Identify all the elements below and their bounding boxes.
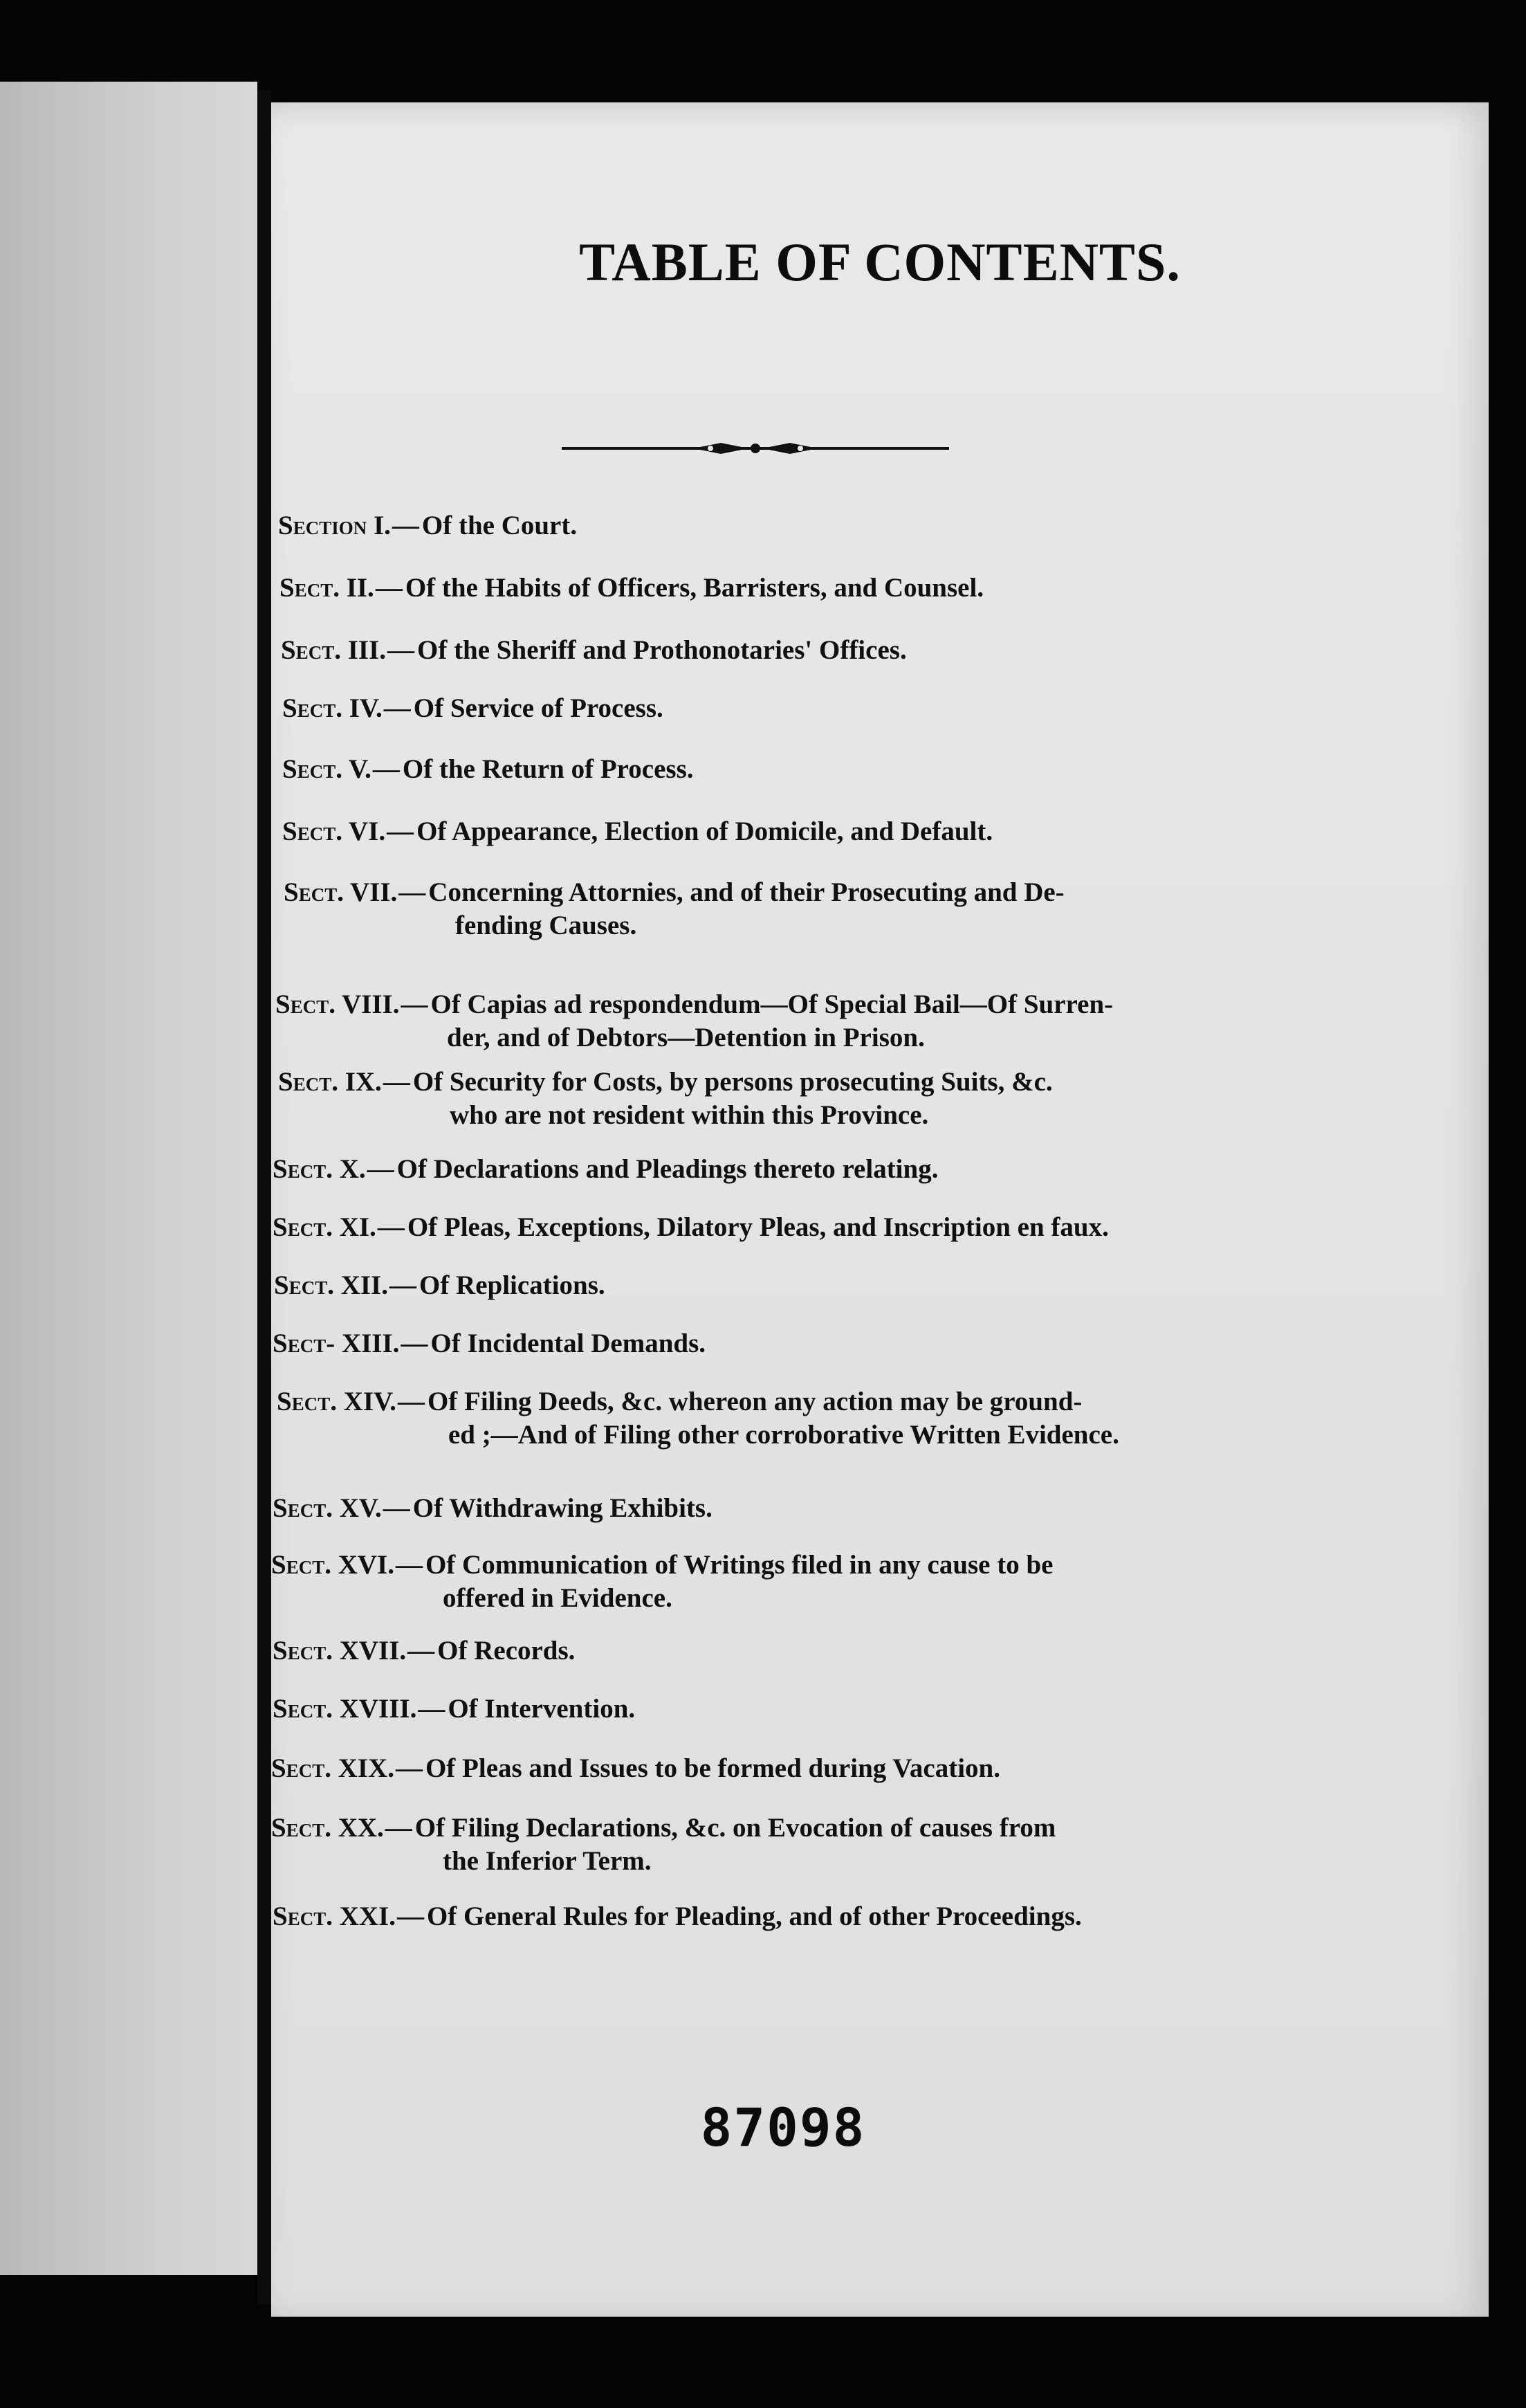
section-title: Of Filing Declarations, &c. on Evocation of causes from bbox=[414, 1813, 1056, 1843]
section-dash: — bbox=[395, 1550, 423, 1580]
toc-entry bbox=[271, 1752, 1240, 1785]
section-dash: — bbox=[397, 1387, 425, 1416]
section-number: Sect. XI. bbox=[273, 1212, 376, 1242]
section-dash: — bbox=[367, 1154, 394, 1184]
toc-entry bbox=[277, 1385, 1245, 1452]
toc-entry bbox=[273, 1153, 1241, 1186]
section-number: Sect. XII. bbox=[274, 1270, 388, 1300]
section-number: Sect. II. bbox=[279, 573, 374, 603]
section-title: Of Declarations and Pleadings thereto relating. bbox=[396, 1154, 939, 1184]
toc-entry bbox=[273, 1900, 1241, 1933]
section-dash: — bbox=[383, 1493, 410, 1523]
page-title: TABLE OF CONTENTS. bbox=[579, 232, 1181, 292]
toc-entry bbox=[279, 572, 1248, 605]
section-title: Of Security for Costs, by persons prosecuting Suits, &c. bbox=[412, 1067, 1053, 1097]
section-title: Of Communication of Writings filed in any cause to be bbox=[425, 1550, 1054, 1580]
toc-entry bbox=[273, 1634, 1241, 1668]
section-number: Sect. XVI. bbox=[271, 1550, 394, 1580]
section-title: Of Service of Process. bbox=[413, 693, 663, 723]
section-number: Sect. VII. bbox=[284, 877, 398, 907]
toc-entry bbox=[273, 1211, 1241, 1244]
section-title: Of Filing Deeds, &c. whereon any action may be ground- bbox=[427, 1387, 1083, 1416]
section-number: Sect- XIII. bbox=[273, 1329, 400, 1358]
section-number: Sect. XVIII. bbox=[273, 1694, 417, 1724]
toc-entry bbox=[273, 1492, 1241, 1525]
page bbox=[271, 102, 1489, 2317]
toc-entry bbox=[271, 1549, 1240, 1615]
section-title-continuation: ed ;—And of Filing other corroborative Written Evidence. bbox=[448, 1420, 1119, 1450]
toc-entry bbox=[271, 1812, 1240, 1878]
section-dash: — bbox=[375, 573, 403, 603]
section-number: Sect. IX. bbox=[278, 1067, 382, 1097]
section-title-continuation: who are not resident within this Province. bbox=[450, 1100, 929, 1130]
toc-entry bbox=[273, 1327, 1241, 1360]
section-dash: — bbox=[383, 693, 411, 723]
section-number: Sect. XX. bbox=[271, 1813, 384, 1843]
section-title: Of General Rules for Pleading, and of other Proceedings. bbox=[426, 1901, 1082, 1931]
section-title: Of Records. bbox=[437, 1636, 576, 1666]
table-of-contents bbox=[271, 102, 1489, 2317]
section-dash: — bbox=[383, 1067, 410, 1097]
section-title: Of Pleas, Exceptions, Dilatory Pleas, and Inscription en faux. bbox=[407, 1212, 1109, 1242]
section-title: Of the Return of Process. bbox=[402, 754, 694, 784]
section-number: Sect. XVII. bbox=[273, 1636, 407, 1666]
section-dash: — bbox=[372, 754, 400, 784]
section-number: Sect. V. bbox=[282, 754, 371, 784]
section-number: Sect. X. bbox=[273, 1154, 366, 1184]
section-dash: — bbox=[401, 989, 428, 1019]
toc-entry bbox=[282, 815, 1251, 848]
section-title: Concerning Attornies, and of their Prosecuting and De- bbox=[428, 877, 1065, 907]
section-number: Section I. bbox=[278, 511, 391, 540]
toc-entry bbox=[282, 692, 1251, 725]
section-dash: — bbox=[387, 635, 414, 665]
toc-entry bbox=[273, 1693, 1241, 1726]
section-number: Sect. IV. bbox=[282, 693, 383, 723]
section-dash: — bbox=[392, 511, 419, 540]
toc-entry bbox=[274, 1269, 1242, 1302]
section-dash: — bbox=[377, 1212, 405, 1242]
accession-number-stamp: 87098 bbox=[700, 2097, 866, 2158]
section-title: Of the Sheriff and Prothonotaries' Offices. bbox=[417, 635, 907, 665]
binding-spine bbox=[257, 90, 271, 2304]
section-title: Of Capias ad respondendum—Of Special Bail—Of Surren- bbox=[430, 989, 1114, 1019]
section-dash: — bbox=[418, 1694, 445, 1724]
section-dash: — bbox=[387, 817, 414, 846]
section-title: Of the Habits of Officers, Barristers, and Counsel. bbox=[405, 573, 984, 603]
section-number: Sect. XV. bbox=[273, 1493, 382, 1523]
section-number: Sect. VIII. bbox=[275, 989, 400, 1019]
section-dash: — bbox=[407, 1636, 435, 1666]
section-dash: — bbox=[395, 1753, 423, 1783]
toc-entry bbox=[275, 988, 1244, 1055]
section-dash: — bbox=[396, 1901, 424, 1931]
section-dash: — bbox=[398, 877, 426, 907]
section-title-continuation: fending Causes. bbox=[455, 911, 637, 940]
toc-entry bbox=[284, 876, 1252, 942]
section-dash: — bbox=[389, 1270, 416, 1300]
section-number: Sect. XXI. bbox=[273, 1901, 396, 1931]
toc-entry bbox=[281, 634, 1249, 667]
section-title-continuation: der, and of Debtors—Detention in Prison. bbox=[447, 1023, 925, 1052]
section-number: Sect. VI. bbox=[282, 817, 386, 846]
section-title-continuation: offered in Evidence. bbox=[443, 1583, 672, 1613]
section-title-continuation: the Inferior Term. bbox=[443, 1846, 652, 1876]
section-number: Sect. XIX. bbox=[271, 1753, 394, 1783]
section-title: Of Withdrawing Exhibits. bbox=[412, 1493, 713, 1523]
section-title: Of Incidental Demands. bbox=[430, 1329, 706, 1358]
toc-entry bbox=[278, 1066, 1247, 1132]
section-number: Sect. III. bbox=[281, 635, 386, 665]
section-title: Of Intervention. bbox=[448, 1694, 636, 1724]
section-dash: — bbox=[401, 1329, 428, 1358]
toc-entry bbox=[282, 753, 1251, 786]
section-title: Of the Court. bbox=[421, 511, 578, 540]
section-title: Of Appearance, Election of Domicile, and Default. bbox=[416, 817, 993, 846]
toc-entry bbox=[278, 509, 1247, 542]
section-title: Of Replications. bbox=[419, 1270, 605, 1300]
section-dash: — bbox=[385, 1813, 412, 1843]
section-title: Of Pleas and Issues to be formed during Vacation. bbox=[425, 1753, 1000, 1783]
facing-page-edge bbox=[0, 82, 257, 2275]
section-number: Sect. XIV. bbox=[277, 1387, 396, 1416]
